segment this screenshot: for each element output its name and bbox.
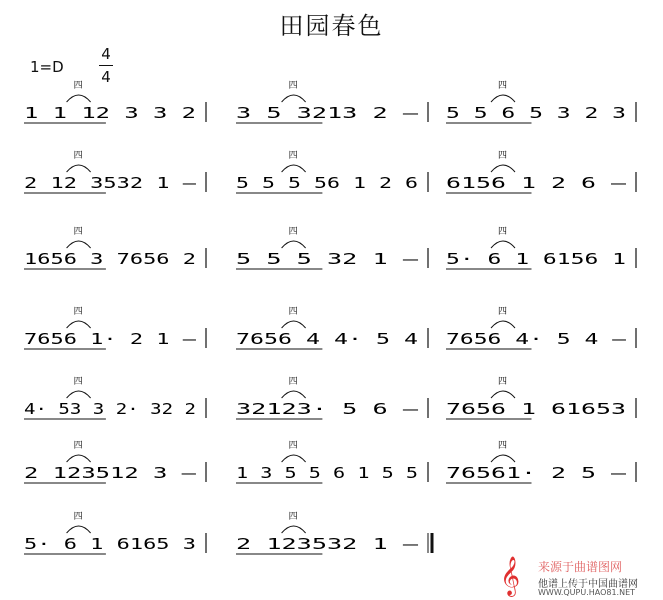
fingering-mark: 四	[288, 512, 298, 522]
measure-text: 3 5 3213 2 –	[236, 104, 420, 122]
fingering-mark: 四	[498, 377, 508, 387]
fingering-mark: 四	[498, 441, 508, 451]
measure-text: 5· 6 1 6165 3	[24, 535, 196, 553]
slur-arc	[282, 95, 306, 102]
fingering-mark: 四	[73, 151, 83, 161]
slur-arc	[67, 391, 91, 398]
measure-text: 76561· 2 5 –	[446, 464, 628, 482]
fingering-mark: 四	[73, 227, 83, 237]
slur-arc	[67, 241, 91, 248]
measure-text: 5 5 5 32 1 –	[236, 250, 420, 268]
fingering-mark: 四	[288, 441, 298, 451]
time-signature-bottom: 4	[101, 68, 111, 86]
measure-text: 32123· 5 6 –	[236, 400, 420, 418]
slur-arc	[67, 455, 91, 462]
watermark-source: 来源于曲谱图网	[538, 560, 623, 574]
slur-arc	[491, 165, 515, 172]
measure-text: 7656 4 4· 5 4	[236, 330, 418, 348]
fingering-mark: 四	[288, 307, 298, 317]
time-signature-top: 4	[101, 45, 111, 63]
watermark-url: WWW.QUPU.HAO81.NET	[538, 588, 636, 597]
fingering-mark: 四	[288, 227, 298, 237]
score-title: 田园春色	[279, 12, 384, 40]
slur-arc	[282, 321, 306, 328]
fingering-mark: 四	[73, 512, 83, 522]
measure-text: 1 3 5 5 6 1 5 5	[236, 464, 418, 482]
measure-text: 7656 1 61653	[446, 400, 626, 418]
measure-text: 1656 3 7656 2	[24, 250, 196, 268]
slur-arc	[491, 321, 515, 328]
fingering-mark: 四	[498, 151, 508, 161]
fingering-mark: 四	[498, 227, 508, 237]
slur-arc	[282, 241, 306, 248]
measure-text: 2 123512 3 –	[24, 464, 198, 482]
slur-arc	[282, 526, 306, 533]
measure-text: 4· 53 3 2· 32 2	[24, 400, 196, 418]
slur-arc	[67, 95, 91, 102]
slur-arc	[282, 165, 306, 172]
fingering-mark: 四	[288, 151, 298, 161]
watermark-upload: 他谱上传于中国曲谱网	[538, 579, 638, 590]
treble-clef-icon: 𝄞	[500, 556, 521, 596]
fingering-mark: 四	[73, 81, 83, 91]
fingering-mark: 四	[498, 81, 508, 91]
measure-text: 5· 6 1 6156 1	[446, 250, 626, 268]
slur-arc	[491, 95, 515, 102]
measure-text: 7656 1· 2 1 –	[24, 330, 198, 348]
slur-arc	[491, 391, 515, 398]
fingering-mark: 四	[498, 307, 508, 317]
fingering-mark: 四	[73, 441, 83, 451]
fingering-mark: 四	[288, 377, 298, 387]
slur-arc	[491, 455, 515, 462]
measure-text: 6156 1 2 6 –	[446, 174, 628, 192]
key-signature: 1=D	[30, 58, 64, 76]
measure-text: 1 1 12 3 3 2	[24, 104, 196, 122]
slur-arc	[67, 321, 91, 328]
fingering-mark: 四	[73, 377, 83, 387]
watermark	[500, 558, 660, 598]
measure-text: 5 5 6 5 3 2 3	[446, 104, 626, 122]
slur-arc	[67, 526, 91, 533]
slur-arc	[282, 455, 306, 462]
fingering-mark: 四	[288, 81, 298, 91]
fingering-mark: 四	[73, 307, 83, 317]
slur-arc	[282, 391, 306, 398]
measure-text: 2 123532 1 –	[236, 535, 420, 553]
measure-text: 5 5 5 56 1 2 6	[236, 174, 418, 192]
measure-text: 7656 4· 5 4 –	[446, 330, 628, 348]
slur-arc	[491, 241, 515, 248]
measure-text: 2 12 3532 1 –	[24, 174, 198, 192]
slur-arc	[67, 165, 91, 172]
